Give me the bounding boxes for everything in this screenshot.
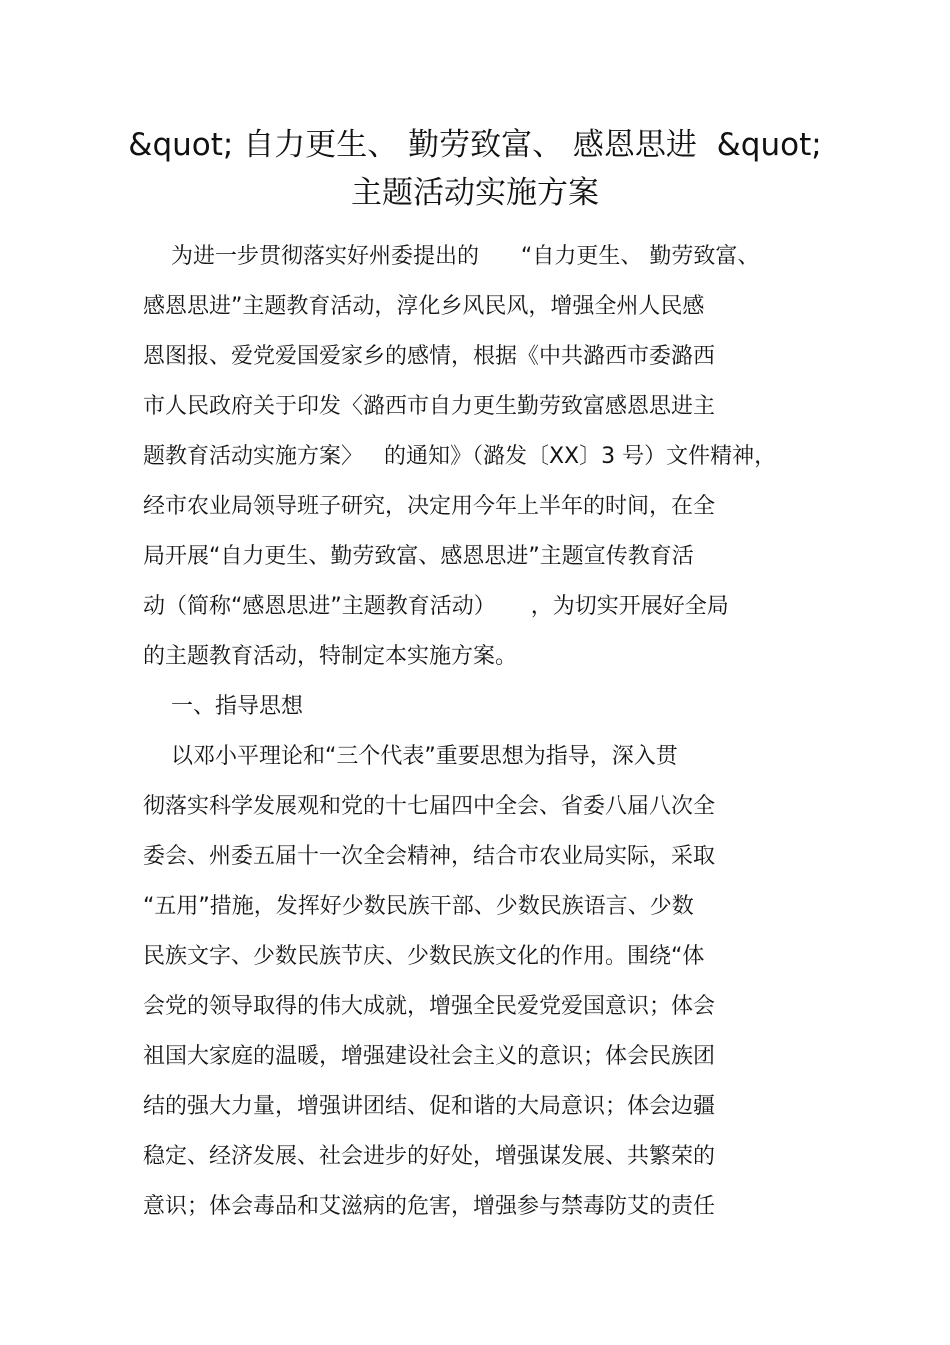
body-line: 经市农业局领导班子研究，决定用今年上半年的时间，在全 [143, 494, 716, 519]
body-line: 稳定、经济发展、社会进步的好处，增强谋发展、共繁荣的 [143, 1144, 716, 1169]
body-line: 局开展“自力更生、勤劳致富、感恩思进”主题宣传教育活 [143, 544, 694, 569]
body-line: 民族文字、少数民族节庆、少数民族文化的作用。围绕“体 [143, 944, 705, 969]
body-line: 委会、州委五届十一次全会精神，结合市农业局实际，采取 [143, 844, 716, 869]
section-heading: 一、指导思想 [143, 694, 303, 719]
body-line: 恩图报、爱党爱国爱家乡的感情，根据《中共潞西市委潞西 [143, 344, 716, 369]
body-line: 彻落实科学发展观和党的十七届四中全会、省委八届八次全 [143, 794, 716, 819]
body-line: 结的强大力量，增强讲团结、促和谐的大局意识；体会边疆 [143, 1094, 716, 1119]
body-line: 祖国大家庭的温暖，增强建设社会主义的意识；体会民族团 [143, 1044, 716, 1069]
body-line: “五用”措施，发挥好少数民族干部、少数民族语言、少数 [143, 894, 694, 919]
body-line: 市人民政府关于印发〈潞西市自力更生勤劳致富感恩思进主 [143, 394, 716, 419]
body-line: 意识；体会毒品和艾滋病的危害，增强参与禁毒防艾的责任 [143, 1194, 716, 1219]
body-line: 会党的领导取得的伟大成就，增强全民爱党爱国意识；体会 [143, 994, 716, 1019]
body-line: 题教育活动实施方案〉 的通知》（潞发〔XX〕3 号）文件精神， [143, 444, 777, 469]
document-title-line-1: &quot; 自力更生、 勤劳致富、 感恩思进 &quot; [128, 127, 822, 163]
document-title-line-2: 主题活动实施方案 [351, 175, 599, 211]
body-line: 为进一步贯彻落实好州委提出的 “自力更生、 勤劳致富、 [143, 244, 760, 269]
body-line: 动（简称“感恩思进”主题教育活动） ，为切实开展好全局 [143, 594, 729, 619]
body-line: 的主题教育活动，特制定本实施方案。 [143, 644, 518, 669]
body-line: 感恩思进”主题教育活动，淳化乡风民风，增强全州人民感 [143, 294, 705, 319]
body-line: 以邓小平理论和“三个代表”重要思想为指导，深入贯 [143, 744, 678, 769]
